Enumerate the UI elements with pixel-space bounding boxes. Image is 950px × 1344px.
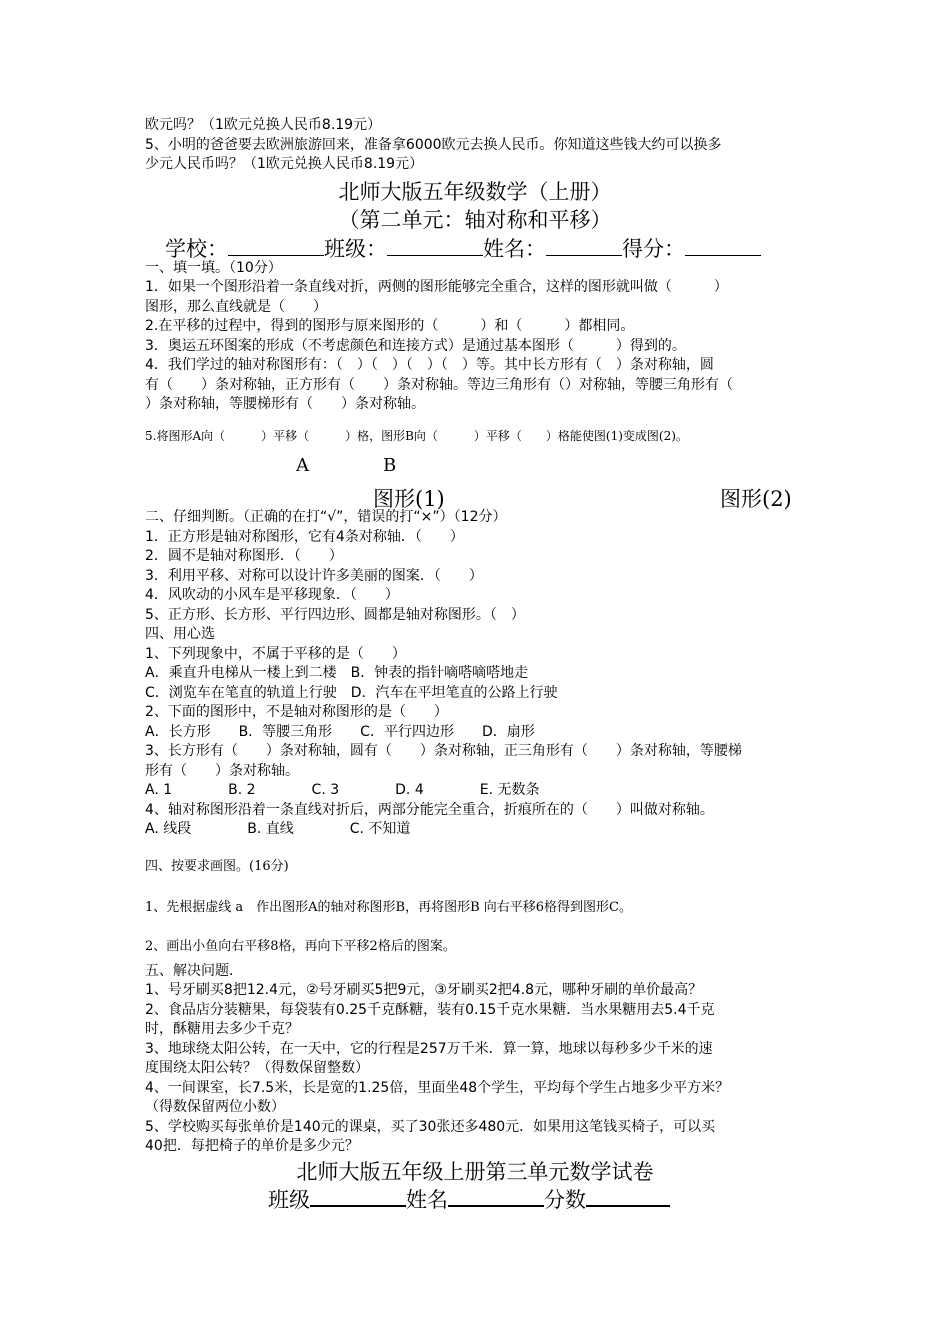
question: 1、号牙刷买8把12.4元，②号牙刷买5把9元，③牙刷买2把4.8元，哪种牙刷的单价最高？ [145,982,703,998]
figure-label-a: A [296,455,309,476]
name-label: 姓名： [483,237,546,261]
name-blank[interactable] [546,237,622,256]
question: 图形，那么直线就是（ ） [145,299,327,315]
section-heading: 四、按要求画图。(16分) [145,859,289,874]
question: 时，酥糖用去多少千克？ [145,1021,299,1037]
section-heading: 五、解决问题． [145,963,243,979]
question: 4．风吹动的小风车是平移现象．（ ） [145,587,399,603]
text-line: 少元人民币吗？（1欧元兑换人民币8.19元） [145,156,424,172]
section-heading: 四、用心选 [145,626,215,642]
figure-caption-1: 图形(1) [373,487,445,511]
question: 3、长方形有（ ）条对称轴，圆有（ ）条对称轴，正三角形有（ ）条对称轴，等腰梯 [145,743,742,759]
class-label: 班级： [324,237,387,261]
question-options: A. 1 B. 2 C. 3 D. 4 E. 无数条 [145,782,540,798]
question: 度围绕太阳公转？（得数保留整数） [145,1060,369,1076]
question: 2．圆不是轴对称图形．（ ） [145,548,343,564]
question: 2、下面的图形中，不是轴对称图形的是（ ） [145,704,448,720]
question: 2、食品店分装糖果，每袋装有0.25千克酥糖，装有0.15千克水果糖．当水果糖用去5.4千克 [145,1002,715,1018]
page-title-2: 北师大版五年级上册第三单元数学试卷 [296,1160,654,1184]
question: ）条对称轴，等腰梯形有（ ）条对称轴。 [145,396,425,412]
section-heading: 二、仔细判断。（正确的在打“√”，错误的打“×”）（12分） [145,509,507,525]
question-options: A．长方形 B．等腰三角形 C．平行四边形 D．扇形 [145,724,535,740]
name-label: 姓名 [406,1188,448,1212]
question: 3、地球绕太阳公转，在一天中，它的行程是257万千米．算一算，地球以每秒多少千米的速 [145,1041,713,1057]
question: 2.在平移的过程中，得到的图形与原来图形的（ ）和（ ）都相同。 [145,318,635,334]
class-blank[interactable] [310,1185,406,1207]
student-info-row-2 [268,1184,670,1214]
school-label: 学校： [165,237,228,261]
text-line: 5、小明的爸爸要去欧洲旅游回来，准备拿6000欧元去换人民币。你知道这些钱大约可以换多 [145,137,722,153]
question-options: A. 线段 B. 直线 C. 不知道 [145,821,411,837]
question: 4、轴对称图形沿着一条直线对折后，两部分能完全重合，折痕所在的（ ）叫做对称轴。 [145,802,714,818]
question: 1、下列现象中，不属于平移的是（ ） [145,646,406,662]
question: 4、一间课室，长7.5米，长是宽的1.25倍，里面坐48个学生，平均每个学生占地多少平方米？ [145,1080,730,1096]
question: 有（ ）条对称轴，正方形有（ ）条对称轴。等边三角形有（）对称轴，等腰三角形有（ [145,377,733,393]
name-blank[interactable] [448,1185,544,1207]
section-heading: 一、填一填。（10分） [145,260,282,276]
question: 40把．每把椅子的单价是多少元？ [145,1138,359,1154]
question-options: A．乘直升电梯从一楼上到二楼 B．钟表的指针嘀嗒嘀嗒地走 [145,665,529,681]
text-line: 欧元吗？（1欧元兑换人民币8.19元） [145,117,382,133]
question: 5.将图形A向（ ）平移（ ）格，图形B向（ ）平移（ ）格能使图(1)变成图(2)。 [145,429,688,443]
question: 1．如果一个图形沿着一条直线对折，两侧的图形能够完全重合，这样的图形就叫做（ ） [145,279,728,295]
page-subtitle: （第二单元：轴对称和平移） [338,208,612,232]
question: 3．利用平移、对称可以设计许多美丽的图案．（ ） [145,568,483,584]
school-blank[interactable] [228,237,324,256]
question-options: C．浏览车在笔直的轨道上行驶 D．汽车在平坦笔直的公路上行驶 [145,685,558,701]
question: （得数保留两位小数） [145,1099,285,1115]
score-label: 得分： [622,237,685,261]
question: 5、学校购买每张单价是140元的课桌，买了30张还多480元．如果用这笔钱买椅子，可以买 [145,1119,716,1135]
class-blank[interactable] [387,237,483,256]
class-label: 班级 [268,1188,310,1212]
question: 4．我们学过的轴对称图形有：（ ）（ ）（ ）（ ）等。其中长方形有（ ）条对称轴，圆 [145,357,714,373]
score-blank[interactable] [685,237,761,256]
figure-label-b: B [383,455,397,476]
question: 3．奥运五环图案的形成（不考虑颜色和连接方式）是通过基本图形（ ）得到的。 [145,338,686,354]
question: 5、正方形、长方形、平行四边形、圆都是轴对称图形。（ ） [145,607,525,623]
question: 2、画出小鱼向右平移8格，再向下平移2格后的图案。 [145,939,456,954]
question: 形有（ ）条对称轴。 [145,763,299,779]
question: 1、先根据虚线 a 作出图形A的轴对称图形B，再将图形B 向右平移6格得到图形C。 [145,900,632,915]
score-label: 分数 [544,1188,586,1212]
question: 1．正方形是轴对称图形，它有4条对称轴．（ ） [145,529,464,545]
score-blank[interactable] [586,1185,670,1207]
page-title: 北师大版五年级数学（上册） [338,180,612,204]
figure-caption-2: 图形(2) [720,487,792,511]
